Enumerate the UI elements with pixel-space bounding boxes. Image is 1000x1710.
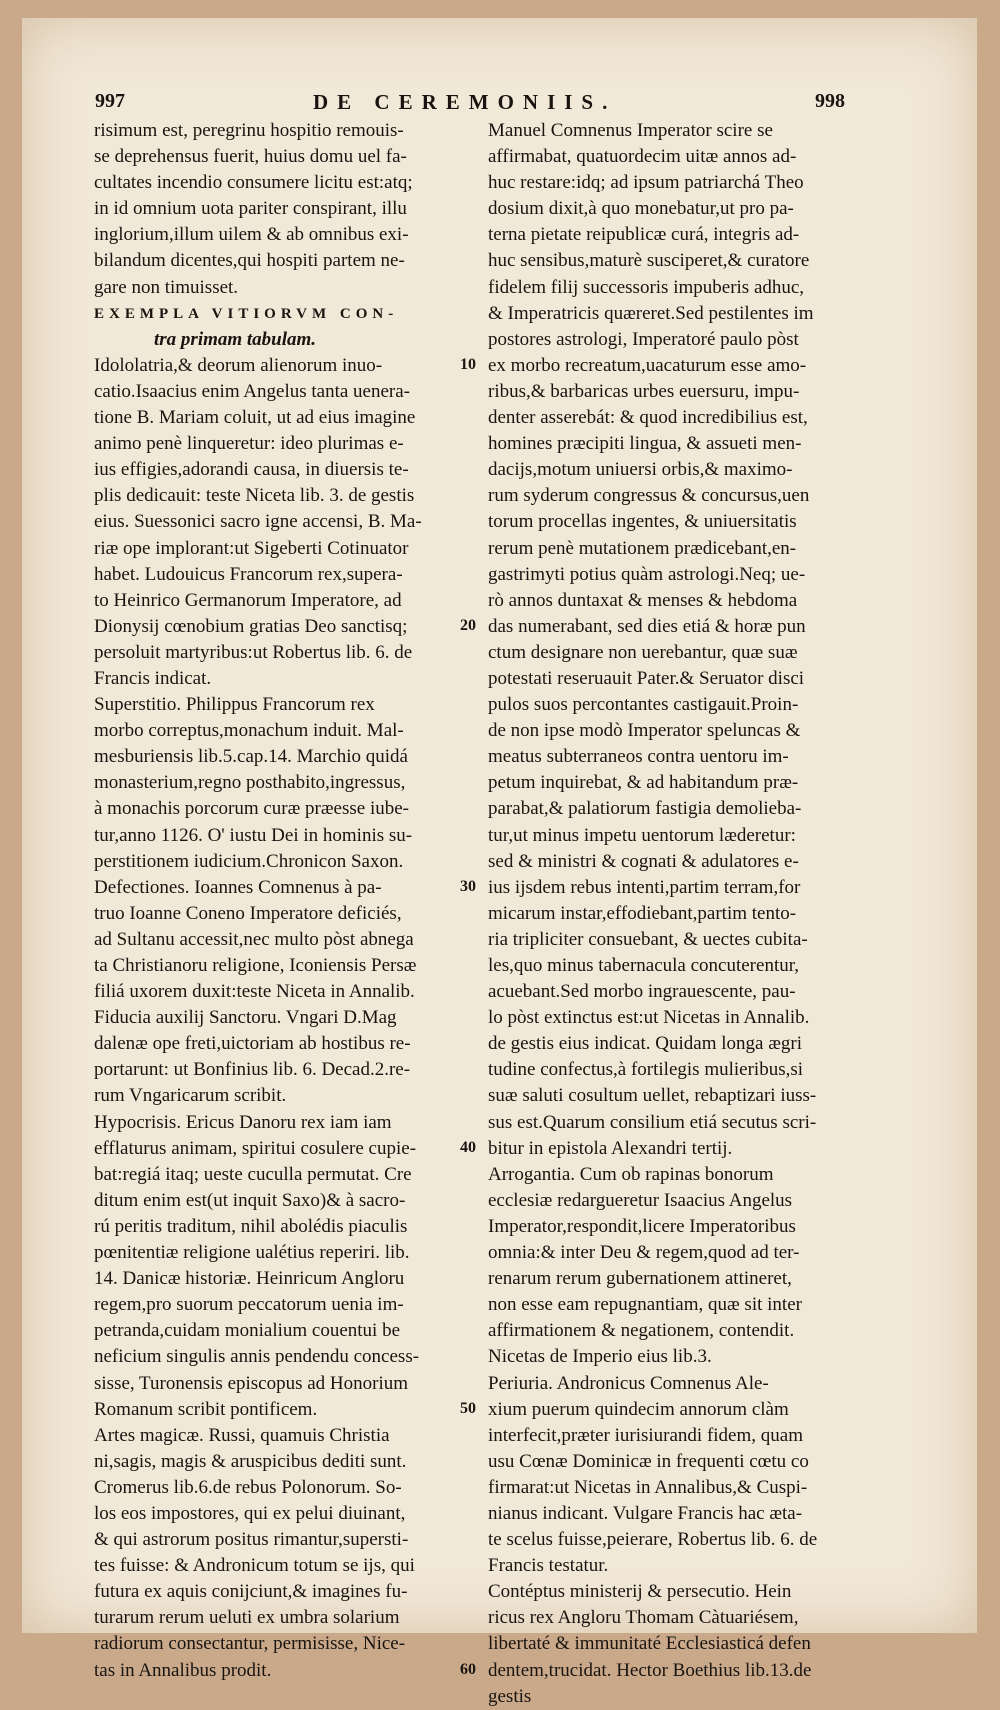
text-line: denter asserebát: & quod incredibilius est,	[488, 407, 808, 429]
text-line: de non ipse modò Imperator speluncas &	[488, 720, 801, 742]
text-line: tes fuisse: & Andronicum totum se ijs, qui	[94, 1555, 415, 1577]
text-line: usu Cœnæ Dominicæ in frequenti cœtu co	[488, 1450, 809, 1472]
text-line: truo Ioanne Coneno Imperatore deficiés,	[94, 902, 402, 924]
text-line: catio.Isaacius enim Angelus tanta uenera-	[94, 380, 411, 402]
text-line: riæ ope implorant:ut Sigeberti Cotinuator	[94, 537, 409, 559]
left-column	[94, 118, 449, 1684]
text-line: bat:regiá itaq; ueste cuculla permutat. Cre	[94, 1163, 412, 1185]
text-line: Idololatria,& deorum alienorum inuo-	[94, 354, 383, 376]
text-line: efflaturus animam, spiritui cosulere cupie-	[94, 1137, 417, 1159]
text-line: huc restare:idq; ad ipsum patriarchá Theo	[488, 172, 804, 194]
text-line: potestati reseruauit Pater.& Seruator disci	[488, 667, 805, 689]
text-line: xium puerum quindecim annorum clàm	[488, 1398, 789, 1420]
text-line: Manuel Comnenus Imperator scire se	[488, 120, 773, 141]
text-line: Arrogantia. Cum ob rapinas bonorum	[488, 1163, 774, 1185]
text-line: renarum rerum gubernationem attineret,	[488, 1268, 792, 1290]
text-line: micarum instar,effodiebant,partim tento-	[488, 902, 797, 924]
text-line: suæ saluti cosultum uellet, rebaptizari iuss-	[488, 1085, 817, 1107]
text-line: bitur in epistola Alexandri tertij.	[488, 1137, 733, 1159]
text-line: filiá uxorem duxit:teste Niceta in Annalib.	[94, 981, 415, 1003]
text-line: 14. Danicæ historiæ. Heinricum Angloru	[94, 1268, 405, 1290]
text-line: ribus,& barbaricas urbes euersuru, impu-	[488, 380, 800, 402]
text-line: Periuria. Andronicus Comnenus Ale-	[488, 1372, 769, 1394]
text-line: risimum est, peregrinu hospitio remouis-	[94, 120, 404, 141]
text-line: pœnitentiæ religione ualétius reperiri. lib.	[94, 1242, 410, 1264]
text-line: ditum enim est(ut inquit Saxo)& à sacro-	[94, 1189, 406, 1211]
text-line: lo pòst extinctus est:ut Nicetas in Annalib.	[488, 1007, 810, 1029]
right-column	[488, 118, 843, 1710]
text-line: huc sensibus,maturè susciperet,& curatore	[488, 250, 810, 272]
text-line: gestis	[488, 1685, 532, 1707]
line-number: 60	[460, 1660, 476, 1678]
text-line: habet. Ludouicus Francorum rex,supera-	[94, 563, 403, 585]
page-number-right: 998	[815, 90, 845, 112]
text-line: ni,sagis, magis & aruspicibus dediti sunt.	[94, 1450, 407, 1472]
text-line: eius. Suessonici sacro igne accensi, B. Ma-	[94, 511, 422, 533]
text-line: nianus indicant. Vulgare Francis hac æta-	[488, 1502, 803, 1524]
text-line: tione B. Mariam coluit, ut ad eius imagine	[94, 407, 416, 429]
text-line: dacijs,motum uniuersi orbis,& maximo-	[488, 459, 793, 481]
line-number: 50	[460, 1399, 476, 1417]
text-line: animo penè linqueretur: ideo plurimas e-	[94, 433, 404, 455]
text-line: cultates incendio consumere licitu est:atq;	[94, 172, 413, 194]
text-line: omnia:& inter Deu & regem,quod ad ter-	[488, 1242, 800, 1264]
text-line: parabat,& palatiorum fastigia demolieba-	[488, 798, 802, 820]
text-line: tas in Annalibus prodit.	[94, 1659, 272, 1681]
text-line: interfecit,præter iurisiurandi fidem, quam	[488, 1424, 803, 1446]
text-line: das numerabant, sed dies etiá & horæ pun	[488, 615, 806, 637]
text-line: turarum rerum ueluti ex umbra solarium	[94, 1607, 400, 1629]
text-line: radiorum consectantur, permisisse, Nice-	[94, 1633, 406, 1655]
text-line: monasterium,regno posthabito,ingressus,	[94, 772, 406, 794]
line-number: 20	[460, 616, 476, 634]
text-line: futura ex aquis conijciunt,& imagines fu-	[94, 1581, 408, 1603]
text-line: ius ijsdem rebus intenti,partim terram,for	[488, 876, 801, 898]
text-line: Dionysij cœnobium gratias Deo sanctisq;	[94, 615, 408, 637]
text-line: rò annos duntaxat & menses & hebdoma	[488, 589, 798, 611]
text-line: fidelem filij successoris impuberis adhuc,	[488, 276, 805, 298]
line-number: 40	[460, 1138, 476, 1156]
text-line: libertaté & immunitaté Ecclesiasticá defen	[488, 1633, 811, 1655]
text-line: gare non timuisset.	[94, 276, 239, 298]
text-line: to Heinrico Germanorum Imperatore, ad	[94, 589, 402, 611]
text-line: tur,ut minus impetu uentorum læderetur:	[488, 824, 796, 846]
text-line: petum inquirebat, & ad habitandum præ-	[488, 772, 799, 794]
text-line: bilandum dicentes,qui hospiti partem ne-	[94, 250, 405, 272]
text-line: sisse, Turonensis episcopus ad Honorium	[94, 1372, 409, 1394]
text-line: rú peritis traditum, nihil abolédis piaculis	[94, 1215, 408, 1237]
running-title: DE CEREMONIIS.	[313, 90, 617, 114]
text-line: ricus rex Angloru Thomam Càtuariésem,	[488, 1607, 799, 1629]
text-line: ad Sultanu accessit,nec multo pòst abnega	[94, 928, 414, 950]
text-line: se deprehensus fuerit, huius domu uel fa-	[94, 146, 407, 168]
text-line: de gestis eius indicat. Quidam longa ægri	[488, 1033, 802, 1055]
text-line: portarunt: ut Bonfinius lib. 6. Decad.2.re-	[94, 1059, 411, 1081]
text-line: EXEMPLA VITIORVM CON-	[94, 305, 399, 322]
text-line: ex morbo recreatum,uacaturum esse amo-	[488, 354, 807, 376]
text-line: rum Vngaricarum scribit.	[94, 1085, 287, 1107]
text-line: Contéptus ministerij & persecutio. Hein	[488, 1581, 792, 1603]
text-line: morbo correptus,monachum induit. Mal-	[94, 720, 404, 742]
text-line: ecclesiæ redargueretur Isaacius Angelus	[488, 1189, 793, 1211]
page-number-left: 997	[95, 90, 125, 112]
text-line: ta Christianoru religione, Iconiensis Persæ	[94, 955, 417, 976]
text-line: les,quo minus tabernacula concuterentur,	[488, 955, 800, 976]
text-line: ria tripliciter consuebant, & uectes cubita-	[488, 928, 808, 950]
text-line: te scelus fuisse,peierare, Robertus lib. 6. de	[488, 1529, 818, 1551]
text-line: & Imperatricis quæreret.Sed pestilentes im	[488, 302, 814, 324]
text-line: Romanum scribit pontificem.	[94, 1398, 318, 1420]
text-line: Artes magicæ. Russi, quamuis Christia	[94, 1424, 390, 1446]
text-line: sus est.Quarum consilium etiá secutus scri-	[488, 1111, 817, 1133]
text-line: perstitionem iudicium.Chronicon Saxon.	[94, 850, 404, 872]
text-line: neficium singulis annis pendendu concess-	[94, 1346, 420, 1368]
text-line: non esse eam repugnantiam, quæ sit inter	[488, 1294, 802, 1316]
text-line: tra primam tabulam.	[154, 328, 317, 350]
text-line: in id omnium uota pariter conspirant, illu	[94, 198, 407, 220]
text-line: Cromerus lib.6.de rebus Polonorum. So-	[94, 1476, 402, 1498]
text-line: plis dedicauit: teste Niceta lib. 3. de gestis	[94, 485, 415, 507]
page-header	[95, 90, 845, 120]
text-line: rerum penè mutationem prædicebant,en-	[488, 537, 797, 559]
text-line: postores astrologi, Imperatoré paulo pòst	[488, 328, 799, 350]
text-line: firmarat:ut Nicetas in Annalibus,& Cuspi-	[488, 1476, 808, 1498]
text-line: regem,pro suorum peccatorum uenia im-	[94, 1294, 404, 1316]
text-line: ctum designare non uerebantur, quæ suæ	[488, 641, 798, 663]
text-line: ius effigies,adorandi causa, in diuersis te-	[94, 459, 409, 481]
text-line: inglorium,illum uilem & ab omnibus exi-	[94, 224, 409, 246]
text-line: Francis testatur.	[488, 1555, 609, 1577]
text-line: gastrimyti potius quàm astrologi.Neq; ue-	[488, 563, 806, 585]
text-line: à monachis porcorum curæ præesse iube-	[94, 798, 409, 820]
text-line: & qui astrorum positus rimantur,supersti-	[94, 1529, 409, 1551]
text-line: torum procellas ingentes, & uniuersitatis	[488, 511, 797, 533]
text-line: affirmabat, quatuordecim uitæ annos ad-	[488, 146, 797, 168]
text-line: Defectiones. Ioannes Comnenus à pa-	[94, 876, 382, 898]
text-line: Imperator,respondit,licere Imperatoribus	[488, 1215, 796, 1237]
text-line: rum syderum congressus & concursus,uen	[488, 485, 810, 507]
text-line: meatus subterraneos contra uentoru im-	[488, 746, 789, 768]
text-line: terna pietate reipublicæ curá, integris ad-	[488, 224, 800, 246]
text-line: Fiducia auxilij Sanctoru. Vngari D.Mag	[94, 1007, 397, 1029]
text-line: affirmationem & negationem, contendit.	[488, 1320, 795, 1342]
text-line: sed & ministri & cognati & adulatores e-	[488, 850, 799, 872]
text-line: los eos impostores, qui ex pelui diuinant,	[94, 1502, 406, 1524]
text-line: dalenæ ope freti,uictoriam ab hostibus re-	[94, 1033, 411, 1055]
line-number: 30	[460, 877, 476, 895]
text-line: acuebant.Sed morbo ingrauescente, pau-	[488, 981, 796, 1003]
text-line: Nicetas de Imperio eius lib.3.	[488, 1346, 712, 1368]
text-line: tur,anno 1126. O' iustu Dei in hominis su-	[94, 824, 413, 846]
text-line: Hypocrisis. Ericus Danoru rex iam iam	[94, 1111, 392, 1133]
text-line: tudine confectus,à fortilegis mulieribus,si	[488, 1059, 804, 1081]
text-line: dosium dixit,à quo monebatur,ut pro pa-	[488, 198, 794, 220]
text-line: Francis indicat.	[94, 667, 212, 689]
line-number: 10	[460, 355, 476, 373]
text-line: mesburiensis lib.5.cap.14. Marchio quidá	[94, 746, 408, 768]
text-line: dentem,trucidat. Hector Boethius lib.13.de	[488, 1659, 812, 1681]
text-line: persoluit martyribus:ut Robertus lib. 6. de	[94, 641, 413, 663]
text-line: petranda,cuidam monialium couentui be	[94, 1320, 401, 1342]
text-line: homines præcipiti lingua, & assueti men-	[488, 433, 802, 455]
text-line: Superstitio. Philippus Francorum rex	[94, 694, 375, 716]
text-line: pulos suos percontantes castigauit.Proin-	[488, 694, 799, 716]
